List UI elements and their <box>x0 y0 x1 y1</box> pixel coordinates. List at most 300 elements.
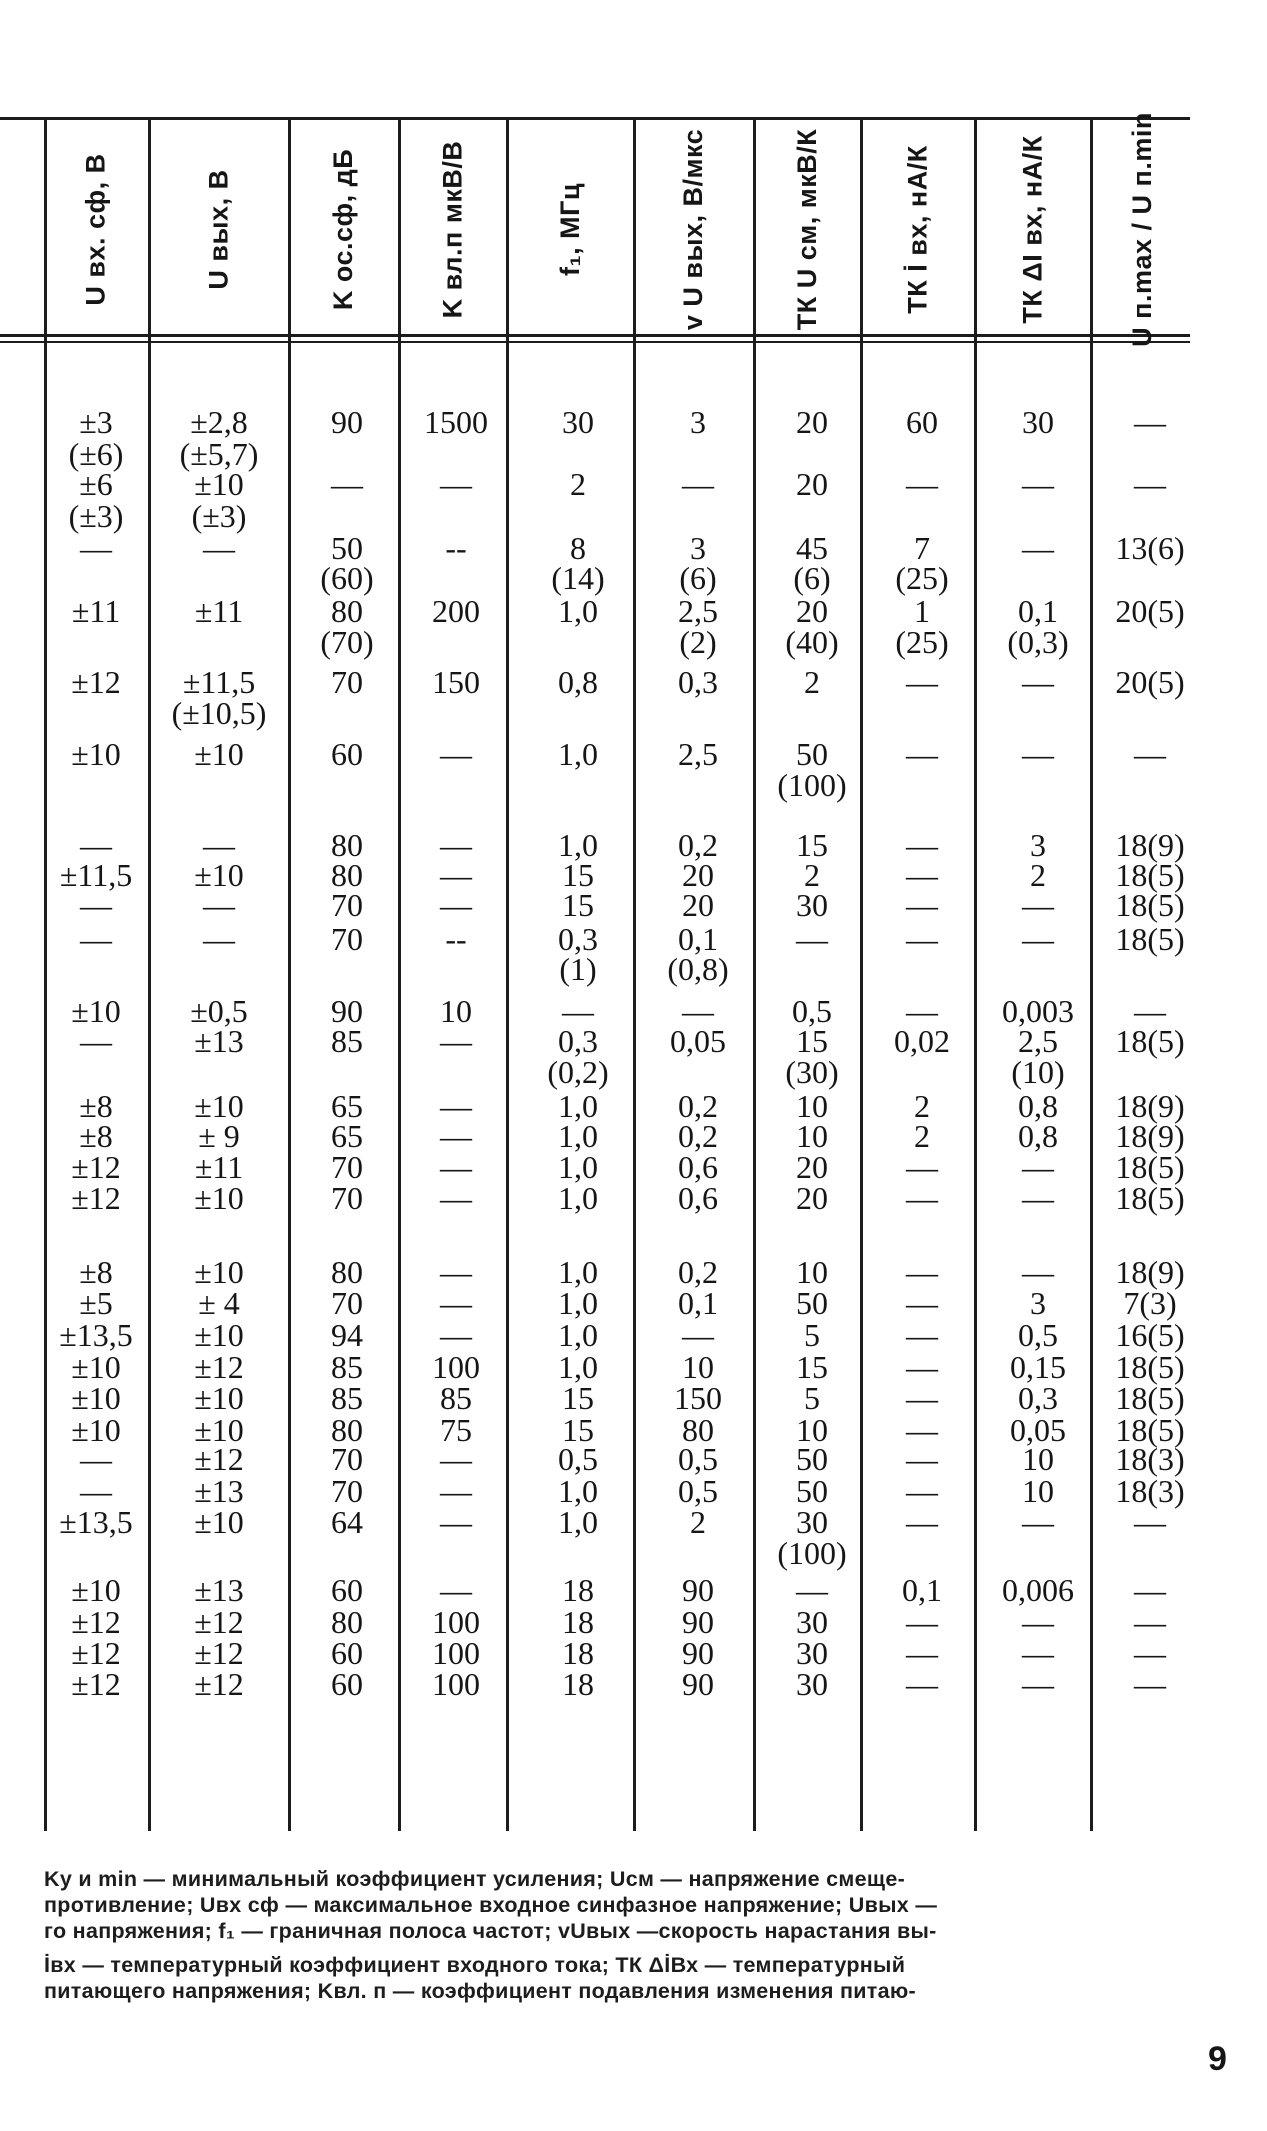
table-cell: ±12 <box>194 1666 244 1702</box>
table-cell: 18 <box>562 1666 594 1702</box>
table-cell: ± 4 <box>198 1285 240 1321</box>
table-cell: 18(5) <box>1115 1149 1185 1185</box>
table-cell: 20 <box>796 593 828 629</box>
table-cell: 10 <box>440 993 472 1029</box>
table-cell: -- <box>445 921 467 957</box>
table-cell: 60 <box>331 1635 363 1671</box>
table-cell: — <box>440 1118 472 1154</box>
table-cell: — <box>1022 530 1054 566</box>
table-cell: — <box>1022 921 1054 957</box>
table-cell: — <box>1134 993 1166 1029</box>
table-cell: 0,3 <box>678 664 718 700</box>
table-cell: 80 <box>682 1412 714 1448</box>
table-cell: 70 <box>331 664 363 700</box>
table-cell: 80 <box>331 827 363 863</box>
table-cell: 90 <box>682 1666 714 1702</box>
page-number: 9 <box>1208 2040 1227 2078</box>
column-divider <box>44 119 47 1831</box>
table-cell: 18 <box>562 1604 594 1640</box>
footnote-line: питающего напряжения; Kвл. п — коэффициент подавления изменения питаю- <box>44 1979 917 2003</box>
table-cell: — <box>331 466 363 502</box>
table-cell: -- <box>445 530 467 566</box>
table-cell: 30 <box>1022 404 1054 440</box>
table-cell: 15 <box>796 827 828 863</box>
table-cell: 85 <box>331 1023 363 1059</box>
table-cell: 0,1 <box>1018 593 1058 629</box>
table-cell: 94 <box>331 1317 363 1353</box>
table-cell: 200 <box>432 593 480 629</box>
table-cell: — <box>440 1023 472 1059</box>
footnote-line: противление; Uвх сф — максимальное входное синфазное напряжение; Uвых — <box>44 1893 938 1917</box>
table-cell: — <box>80 530 112 566</box>
table-cell: — <box>906 1285 938 1321</box>
table-cell: 3 <box>690 530 706 566</box>
table-cell: — <box>562 993 594 1029</box>
table-cell: 1 <box>914 593 930 629</box>
table-cell: 2,5 <box>678 593 718 629</box>
table-cell: — <box>1022 466 1054 502</box>
table-cell: 1,0 <box>558 1285 598 1321</box>
table-cell: — <box>906 1635 938 1671</box>
table-cell: ±5 <box>79 1285 113 1321</box>
table-cell: 1500 <box>424 404 488 440</box>
table-cell: 20(5) <box>1115 593 1185 629</box>
column-divider <box>148 119 151 1831</box>
table-cell: 2,5 <box>678 736 718 772</box>
table-cell: ±10 <box>194 1380 244 1416</box>
table-cell: ±8 <box>79 1254 113 1290</box>
table-cell: ±10 <box>194 1504 244 1540</box>
table-cell: 0,5 <box>1018 1317 1058 1353</box>
table-cell: 18(9) <box>1115 1118 1185 1154</box>
table-cell: — <box>203 887 235 923</box>
table-cell: — <box>440 1149 472 1185</box>
table-cell: 85 <box>331 1349 363 1385</box>
table-cell: 18(5) <box>1115 1180 1185 1216</box>
table-cell: (70) <box>320 624 374 660</box>
table-cell: — <box>906 1380 938 1416</box>
table-cell: — <box>906 1666 938 1702</box>
table-cell: — <box>203 827 235 863</box>
table-cell: — <box>440 1180 472 1216</box>
table-cell: 15 <box>562 1412 594 1448</box>
table-cell: — <box>80 827 112 863</box>
table-cell: 1,0 <box>558 1254 598 1290</box>
table-cell: 15 <box>562 887 594 923</box>
table-cell: 90 <box>331 404 363 440</box>
table-cell: — <box>906 1604 938 1640</box>
table-cell: 13(6) <box>1115 530 1185 566</box>
column-divider <box>398 119 401 1831</box>
table-cell: — <box>906 827 938 863</box>
table-cell: — <box>440 1088 472 1124</box>
table-cell: 64 <box>331 1504 363 1540</box>
header-f1: f₁, МГц <box>555 182 585 277</box>
table-cell: — <box>440 1504 472 1540</box>
table-cell: (25) <box>895 624 949 660</box>
table-cell: 1,0 <box>558 1349 598 1385</box>
table-cell: ±13 <box>194 1473 244 1509</box>
header-u-p-ratio: U п.max / U п.min <box>1126 112 1157 347</box>
table-cell: ±10 <box>71 1349 121 1385</box>
table-cell: ±10 <box>194 736 244 772</box>
table-cell: — <box>80 921 112 957</box>
table-cell: 2 <box>804 664 820 700</box>
table-cell: 80 <box>331 1412 363 1448</box>
table-cell: 70 <box>331 1149 363 1185</box>
table-cell: 100 <box>432 1604 480 1640</box>
table-cell: 0,1 <box>902 1572 942 1608</box>
table-cell: 90 <box>331 993 363 1029</box>
table-cell: (2) <box>679 624 717 660</box>
table-cell: 70 <box>331 1473 363 1509</box>
table-cell: ±11 <box>194 1149 244 1185</box>
table-cell: 30 <box>796 1666 828 1702</box>
table-cell: 1,0 <box>558 1118 598 1154</box>
column-divider <box>633 119 636 1831</box>
table-cell: — <box>1022 1149 1054 1185</box>
table-cell: 20 <box>796 466 828 502</box>
table-cell: 3 <box>1030 1285 1046 1321</box>
table-cell: 0,3 <box>558 1023 598 1059</box>
table-cell: ±13 <box>194 1572 244 1608</box>
table-cell: — <box>1022 1180 1054 1216</box>
header-k-os-sf: K ос.сф, дБ <box>328 148 359 311</box>
table-cell: (0,2) <box>547 1054 609 1090</box>
table-cell: ±6 <box>79 466 113 502</box>
table-cell: 2,5 <box>1018 1023 1058 1059</box>
table-cell: — <box>1134 404 1166 440</box>
table-cell: 45 <box>796 530 828 566</box>
table-cell: — <box>1022 1604 1054 1640</box>
table-cell: ±10 <box>194 466 244 502</box>
table-cell: — <box>203 530 235 566</box>
table-cell: 50 <box>796 1285 828 1321</box>
table-cell: 80 <box>331 1604 363 1640</box>
table-cell: — <box>906 887 938 923</box>
table-cell: 75 <box>440 1412 472 1448</box>
table-cell: ±10 <box>194 1254 244 1290</box>
table-cell: — <box>440 857 472 893</box>
header-u-vx-sf: U вх. сф, В <box>80 153 111 306</box>
column-divider <box>288 119 291 1831</box>
table-cell: ±12 <box>71 664 121 700</box>
table-cell: 18(5) <box>1115 1023 1185 1059</box>
table-cell: 18(9) <box>1115 827 1185 863</box>
table-cell: 0,2 <box>678 1118 718 1154</box>
table-cell: (1) <box>559 951 597 987</box>
table-cell: 0,3 <box>558 921 598 957</box>
table-cell: (25) <box>895 560 949 596</box>
table-cell: — <box>1022 887 1054 923</box>
table-cell: ±13 <box>194 1023 244 1059</box>
table-cell: — <box>906 736 938 772</box>
table-cell: 60 <box>331 1666 363 1702</box>
table-cell: 5 <box>804 1380 820 1416</box>
table-cell: 18(5) <box>1115 1380 1185 1416</box>
table-cell: ±10 <box>71 736 121 772</box>
table-cell: — <box>1022 1504 1054 1540</box>
table-cell: ±10 <box>71 1380 121 1416</box>
table-cell: — <box>1134 1635 1166 1671</box>
table-cell: 16(5) <box>1115 1317 1185 1353</box>
table-cell: — <box>1022 1254 1054 1290</box>
table-cell: 100 <box>432 1666 480 1702</box>
table-cell: (±6) <box>68 436 124 472</box>
table-cell: — <box>906 1180 938 1216</box>
table-cell: 10 <box>682 1349 714 1385</box>
table-cell: 0,5 <box>792 993 832 1029</box>
table-cell: — <box>682 993 714 1029</box>
table-cell: — <box>80 1023 112 1059</box>
table-cell: ±8 <box>79 1088 113 1124</box>
header-tk-u-sm: ТК U см, мкВ/К <box>792 128 822 331</box>
table-cell: — <box>796 1572 828 1608</box>
table-cell: (30) <box>785 1054 839 1090</box>
table-cell: — <box>440 1572 472 1608</box>
header-tk-i-vx: ТК İ вх, нА/К <box>902 145 933 314</box>
table-cell: ±10 <box>71 1572 121 1608</box>
table-cell: 3 <box>1030 827 1046 863</box>
table-cell: ±3 <box>79 404 113 440</box>
table-cell: 0,5 <box>678 1473 718 1509</box>
table-cell: 0,2 <box>678 1088 718 1124</box>
table-cell: 60 <box>331 1572 363 1608</box>
table-cell: ±8 <box>79 1118 113 1154</box>
table-cell: (±5,7) <box>179 436 259 472</box>
table-cell: — <box>796 921 828 957</box>
table-cell: — <box>440 1285 472 1321</box>
table-cell: 15 <box>562 1380 594 1416</box>
table-cell: — <box>440 466 472 502</box>
footnote <box>44 1866 1234 2004</box>
table-cell: 0,05 <box>670 1023 726 1059</box>
table-cell: 20 <box>682 857 714 893</box>
table-cell: 30 <box>796 1635 828 1671</box>
table-cell: 1,0 <box>558 1473 598 1509</box>
table-cell: 20 <box>796 404 828 440</box>
table-cell: 70 <box>331 1180 363 1216</box>
table-cell: (40) <box>785 624 839 660</box>
table-cell: 7(3) <box>1123 1285 1177 1321</box>
column-divider <box>506 119 509 1831</box>
table-cell: 18 <box>562 1635 594 1671</box>
table-cell: — <box>440 736 472 772</box>
table-cell: 1,0 <box>558 1088 598 1124</box>
table-cell: 0,6 <box>678 1180 718 1216</box>
table-cell: — <box>906 1504 938 1540</box>
table-cell: ±13,5 <box>59 1504 133 1540</box>
table-cell: — <box>906 1254 938 1290</box>
table-cell: (±3) <box>191 498 247 534</box>
table-cell: 15 <box>796 1349 828 1385</box>
table-cell: — <box>440 1473 472 1509</box>
table-cell: (0,3) <box>1007 624 1069 660</box>
table-cell: 0,006 <box>1002 1572 1074 1608</box>
header-v-u-vyh: v U вых, В/мкс <box>678 128 709 331</box>
table-cell: 1,0 <box>558 1504 598 1540</box>
table-cell: — <box>906 1317 938 1353</box>
column-divider <box>1090 119 1093 1831</box>
table-cell: 5 <box>804 1317 820 1353</box>
table-cell: — <box>906 1441 938 1477</box>
table-cell: 80 <box>331 1254 363 1290</box>
table-cell: — <box>682 1317 714 1353</box>
table-cell: — <box>906 1473 938 1509</box>
table-cell: 1,0 <box>558 736 598 772</box>
table-cell: — <box>906 993 938 1029</box>
table-cell: — <box>1134 1572 1166 1608</box>
header-tk-delta-i-vx: ТК ΔI вх, нА/К <box>1017 135 1048 324</box>
table-cell: 10 <box>1022 1473 1054 1509</box>
table-cell: ±11 <box>71 593 121 629</box>
table-cell: (0,8) <box>667 951 729 987</box>
table-cell: ±12 <box>71 1604 121 1640</box>
table-cell: 1,0 <box>558 1149 598 1185</box>
table-cell: 1,0 <box>558 1317 598 1353</box>
table-cell: 8 <box>570 530 586 566</box>
table-cell: 65 <box>331 1118 363 1154</box>
table-cell: 20 <box>682 887 714 923</box>
column-divider <box>974 119 977 1831</box>
table-cell: 50 <box>331 530 363 566</box>
table-cell: 150 <box>432 664 480 700</box>
table-cell: 150 <box>674 1380 722 1416</box>
table-cell: 30 <box>796 887 828 923</box>
table-cell: — <box>906 1412 938 1448</box>
table-cell: 0,3 <box>1018 1380 1058 1416</box>
table-cell: 100 <box>432 1349 480 1385</box>
table-cell: 0,2 <box>678 827 718 863</box>
table-cell: 18(5) <box>1115 1349 1185 1385</box>
table-cell: ±12 <box>194 1441 244 1477</box>
table-cell: 65 <box>331 1088 363 1124</box>
table-cell: 10 <box>796 1412 828 1448</box>
table-cell: 3 <box>690 404 706 440</box>
table-cell: — <box>80 1441 112 1477</box>
table-cell: 2 <box>570 466 586 502</box>
table-cell: 85 <box>331 1380 363 1416</box>
table-cell: — <box>1022 736 1054 772</box>
table-cell: — <box>1022 1635 1054 1671</box>
table-cell: 18(3) <box>1115 1473 1185 1509</box>
table-cell: (6) <box>679 560 717 596</box>
table-cell: 10 <box>1022 1441 1054 1477</box>
table-cell: ±10 <box>194 1088 244 1124</box>
table-cell: ±11 <box>194 593 244 629</box>
table-cell: 7 <box>914 530 930 566</box>
table-cell: 70 <box>331 1441 363 1477</box>
column-divider <box>753 119 756 1831</box>
table-cell: ±10 <box>71 1412 121 1448</box>
table-cell: 20 <box>796 1180 828 1216</box>
footnote-line: İвх — температурный коэффициент входного тока; ТК ΔİВх — температурный <box>44 1953 906 1977</box>
table-cell: — <box>1134 1666 1166 1702</box>
table-cell: 0,5 <box>678 1441 718 1477</box>
header-k-vl-p: K вл.п мкВ/В <box>437 140 468 319</box>
table-cell: (10) <box>1011 1054 1065 1090</box>
table-cell: 15 <box>562 857 594 893</box>
table-cell: — <box>906 1149 938 1185</box>
table-cell: 70 <box>331 921 363 957</box>
table-cell: (60) <box>320 560 374 596</box>
table-cell: ±12 <box>71 1180 121 1216</box>
table-cell: (100) <box>777 767 847 803</box>
table-cell: (14) <box>551 560 605 596</box>
table-cell: 50 <box>796 1473 828 1509</box>
table-cell: 18 <box>562 1572 594 1608</box>
table-cell: 50 <box>796 736 828 772</box>
table-cell: — <box>906 921 938 957</box>
table-cell: — <box>1134 1604 1166 1640</box>
table-cell: 0,5 <box>558 1441 598 1477</box>
table-cell: ±11,5 <box>182 664 256 700</box>
table-cell: — <box>906 1349 938 1385</box>
header-u-vyh: U вых, В <box>203 169 234 290</box>
table-cell: 0,6 <box>678 1149 718 1185</box>
table-cell: 30 <box>796 1504 828 1540</box>
table-cell: 30 <box>796 1604 828 1640</box>
table-cell: 80 <box>331 857 363 893</box>
table-cell: 0,1 <box>678 1285 718 1321</box>
table-cell: 1,0 <box>558 827 598 863</box>
table-cell: ±12 <box>71 1149 121 1185</box>
table-cell: 10 <box>796 1088 828 1124</box>
table-cell: 0,8 <box>558 664 598 700</box>
table-cell: 0,8 <box>1018 1088 1058 1124</box>
table-cell: 10 <box>796 1118 828 1154</box>
table-cell: ±12 <box>194 1349 244 1385</box>
column-divider <box>860 119 863 1831</box>
table-cell: 18(9) <box>1115 1254 1185 1290</box>
table-cell: — <box>440 1317 472 1353</box>
table-cell: ±10 <box>194 857 244 893</box>
table-cell: 0,15 <box>1010 1349 1066 1385</box>
table-cell: ±12 <box>71 1635 121 1671</box>
table-cell: 90 <box>682 1604 714 1640</box>
table-cell: 30 <box>562 404 594 440</box>
table-cell: 15 <box>796 1023 828 1059</box>
table-cell: ±0,5 <box>190 993 248 1029</box>
table-cell: 2 <box>1030 857 1046 893</box>
header-bottom-rule-2 <box>0 341 1190 343</box>
table-cell: ±12 <box>194 1635 244 1671</box>
table-cell: ±11,5 <box>59 857 133 893</box>
table-cell: — <box>440 1254 472 1290</box>
table-cell: ±12 <box>194 1604 244 1640</box>
table-cell: — <box>1022 1666 1054 1702</box>
table-cell: ± 9 <box>198 1118 240 1154</box>
table-cell: 90 <box>682 1572 714 1608</box>
table-cell: ±13,5 <box>59 1317 133 1353</box>
table-cell: — <box>1022 664 1054 700</box>
table-cell: 18(3) <box>1115 1441 1185 1477</box>
table-cell: — <box>80 1473 112 1509</box>
table-cell: — <box>906 664 938 700</box>
table-cell: ±12 <box>71 1666 121 1702</box>
table-cell: 20(5) <box>1115 664 1185 700</box>
table-cell: — <box>203 921 235 957</box>
table-cell: 85 <box>440 1380 472 1416</box>
table-cell: 0,003 <box>1002 993 1074 1029</box>
table-cell: 50 <box>796 1441 828 1477</box>
table-cell: (±3) <box>68 498 124 534</box>
table-cell: 70 <box>331 1285 363 1321</box>
table-cell: — <box>1134 736 1166 772</box>
table-cell: 0,05 <box>1010 1412 1066 1448</box>
table-cell: 80 <box>331 593 363 629</box>
table-cell: 2 <box>804 857 820 893</box>
